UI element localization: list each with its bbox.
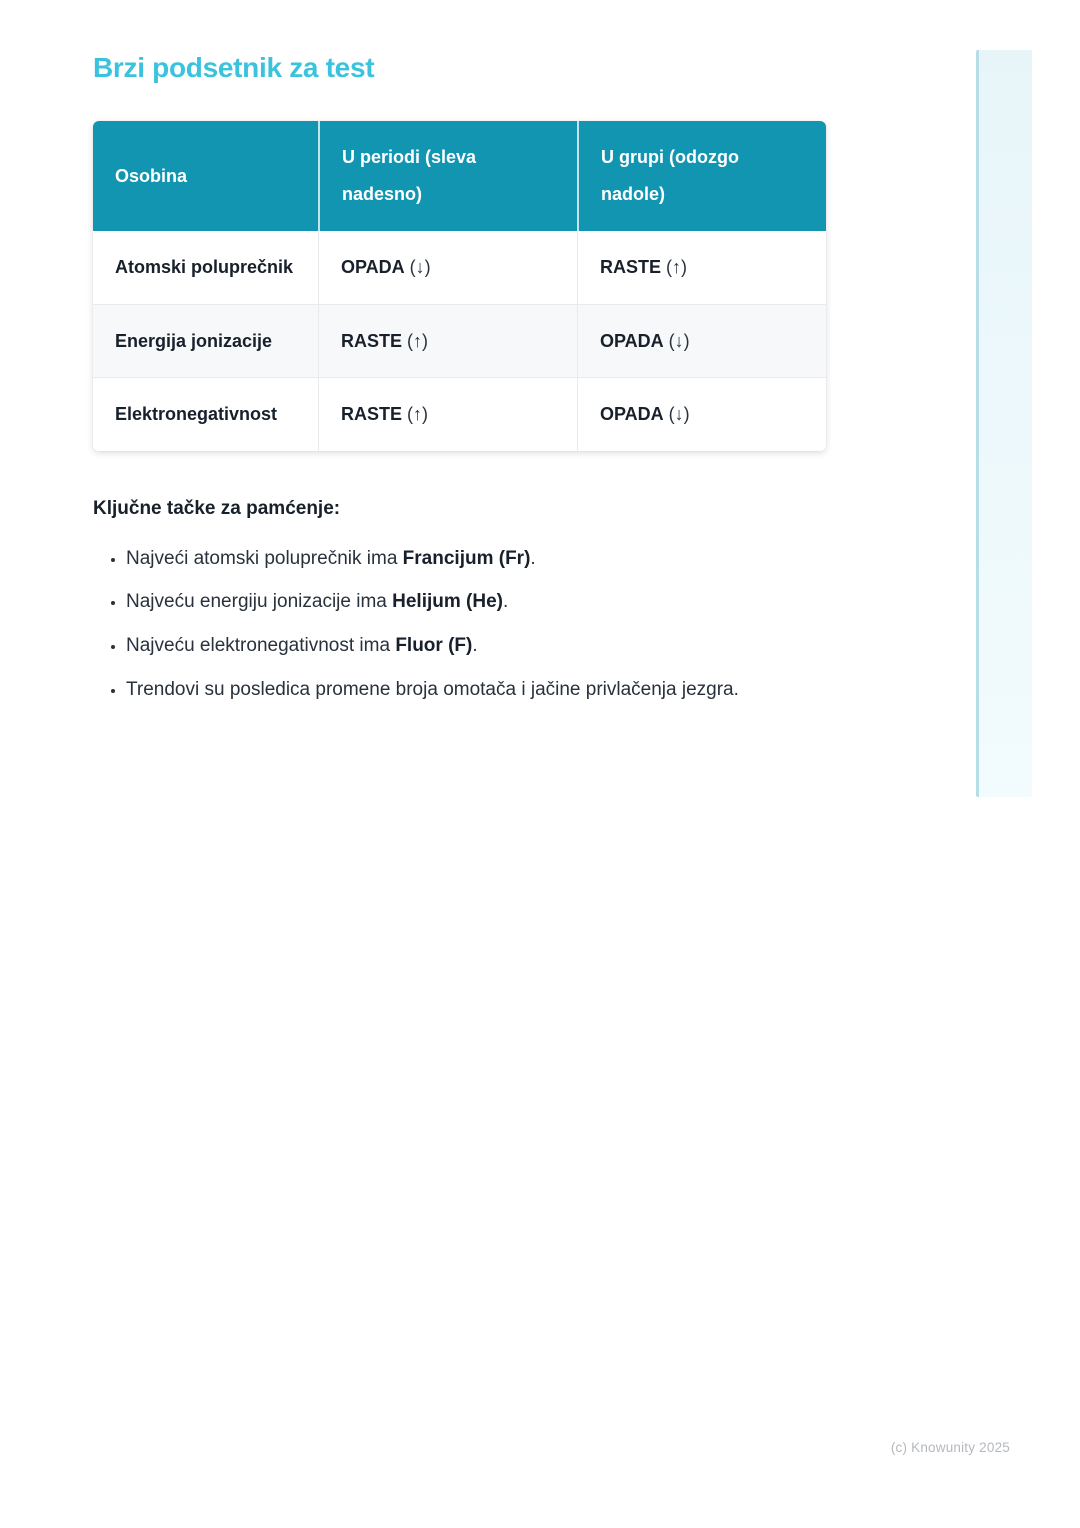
bullet-text: Najveću energiju jonizacije ima	[126, 591, 393, 613]
keypoints-heading: Ključne tačke za pamćenje:	[93, 497, 341, 519]
down-arrow-icon: (↓)	[668, 404, 690, 425]
bullet-text: Trendovi su posledica promene broja omotača i jačine privlačenja jezgra.	[126, 678, 739, 700]
keypoints-list	[93, 546, 826, 703]
row-period-trend	[318, 377, 577, 451]
trend-word: RASTE	[600, 256, 662, 277]
row-property: Elektronegativnost	[93, 377, 318, 451]
list-item	[126, 546, 826, 572]
list-item	[126, 589, 826, 615]
row-property: Energija jonizacije	[93, 304, 318, 378]
bullet-text: Najveći atomski poluprečnik ima	[126, 547, 403, 569]
bullet-text: .	[530, 547, 536, 569]
row-period-trend	[318, 304, 577, 378]
bullet-text: Najveću elektronegativnost ima	[126, 635, 396, 657]
trend-word: OPADA	[341, 256, 405, 277]
trend-word: RASTE	[341, 404, 403, 425]
bullet-text: .	[503, 591, 509, 613]
table-row	[93, 231, 826, 304]
bullet-text: .	[472, 635, 478, 657]
row-group-trend	[577, 377, 826, 451]
table-row	[93, 304, 826, 378]
bullet-bold-text: Francijum (Fr)	[402, 547, 531, 569]
table-row	[93, 377, 826, 451]
copyright-text: (c) Knowunity 2025	[890, 1440, 1010, 1455]
row-property: Atomski poluprečnik	[93, 231, 318, 304]
table-header-row	[93, 121, 826, 231]
list-item	[126, 633, 826, 659]
table-header-period: U periodi (sleva nadesno)	[318, 121, 577, 231]
trend-word: OPADA	[600, 330, 664, 351]
up-arrow-icon: (↑)	[407, 404, 429, 425]
table-header-osobina: Osobina	[93, 121, 318, 231]
down-arrow-icon: (↓)	[668, 330, 690, 351]
table-header-group: U grupi (odozgo nadole)	[577, 121, 826, 231]
list-item	[126, 677, 826, 703]
up-arrow-icon: (↑)	[407, 330, 429, 351]
next-page-edge	[976, 50, 1032, 797]
page-title: Brzi podsetnik za test	[93, 52, 375, 83]
down-arrow-icon: (↓)	[409, 256, 431, 277]
document-page	[93, 52, 826, 720]
up-arrow-icon: (↑)	[666, 256, 688, 277]
bullet-bold-text: Fluor (F)	[395, 635, 473, 657]
bullet-bold-text: Helijum (He)	[392, 591, 503, 613]
trend-word: OPADA	[600, 404, 664, 425]
row-group-trend	[577, 231, 826, 304]
trend-word: RASTE	[341, 330, 403, 351]
row-period-trend	[318, 231, 577, 304]
row-group-trend	[577, 304, 826, 378]
trends-summary-table	[93, 121, 826, 451]
